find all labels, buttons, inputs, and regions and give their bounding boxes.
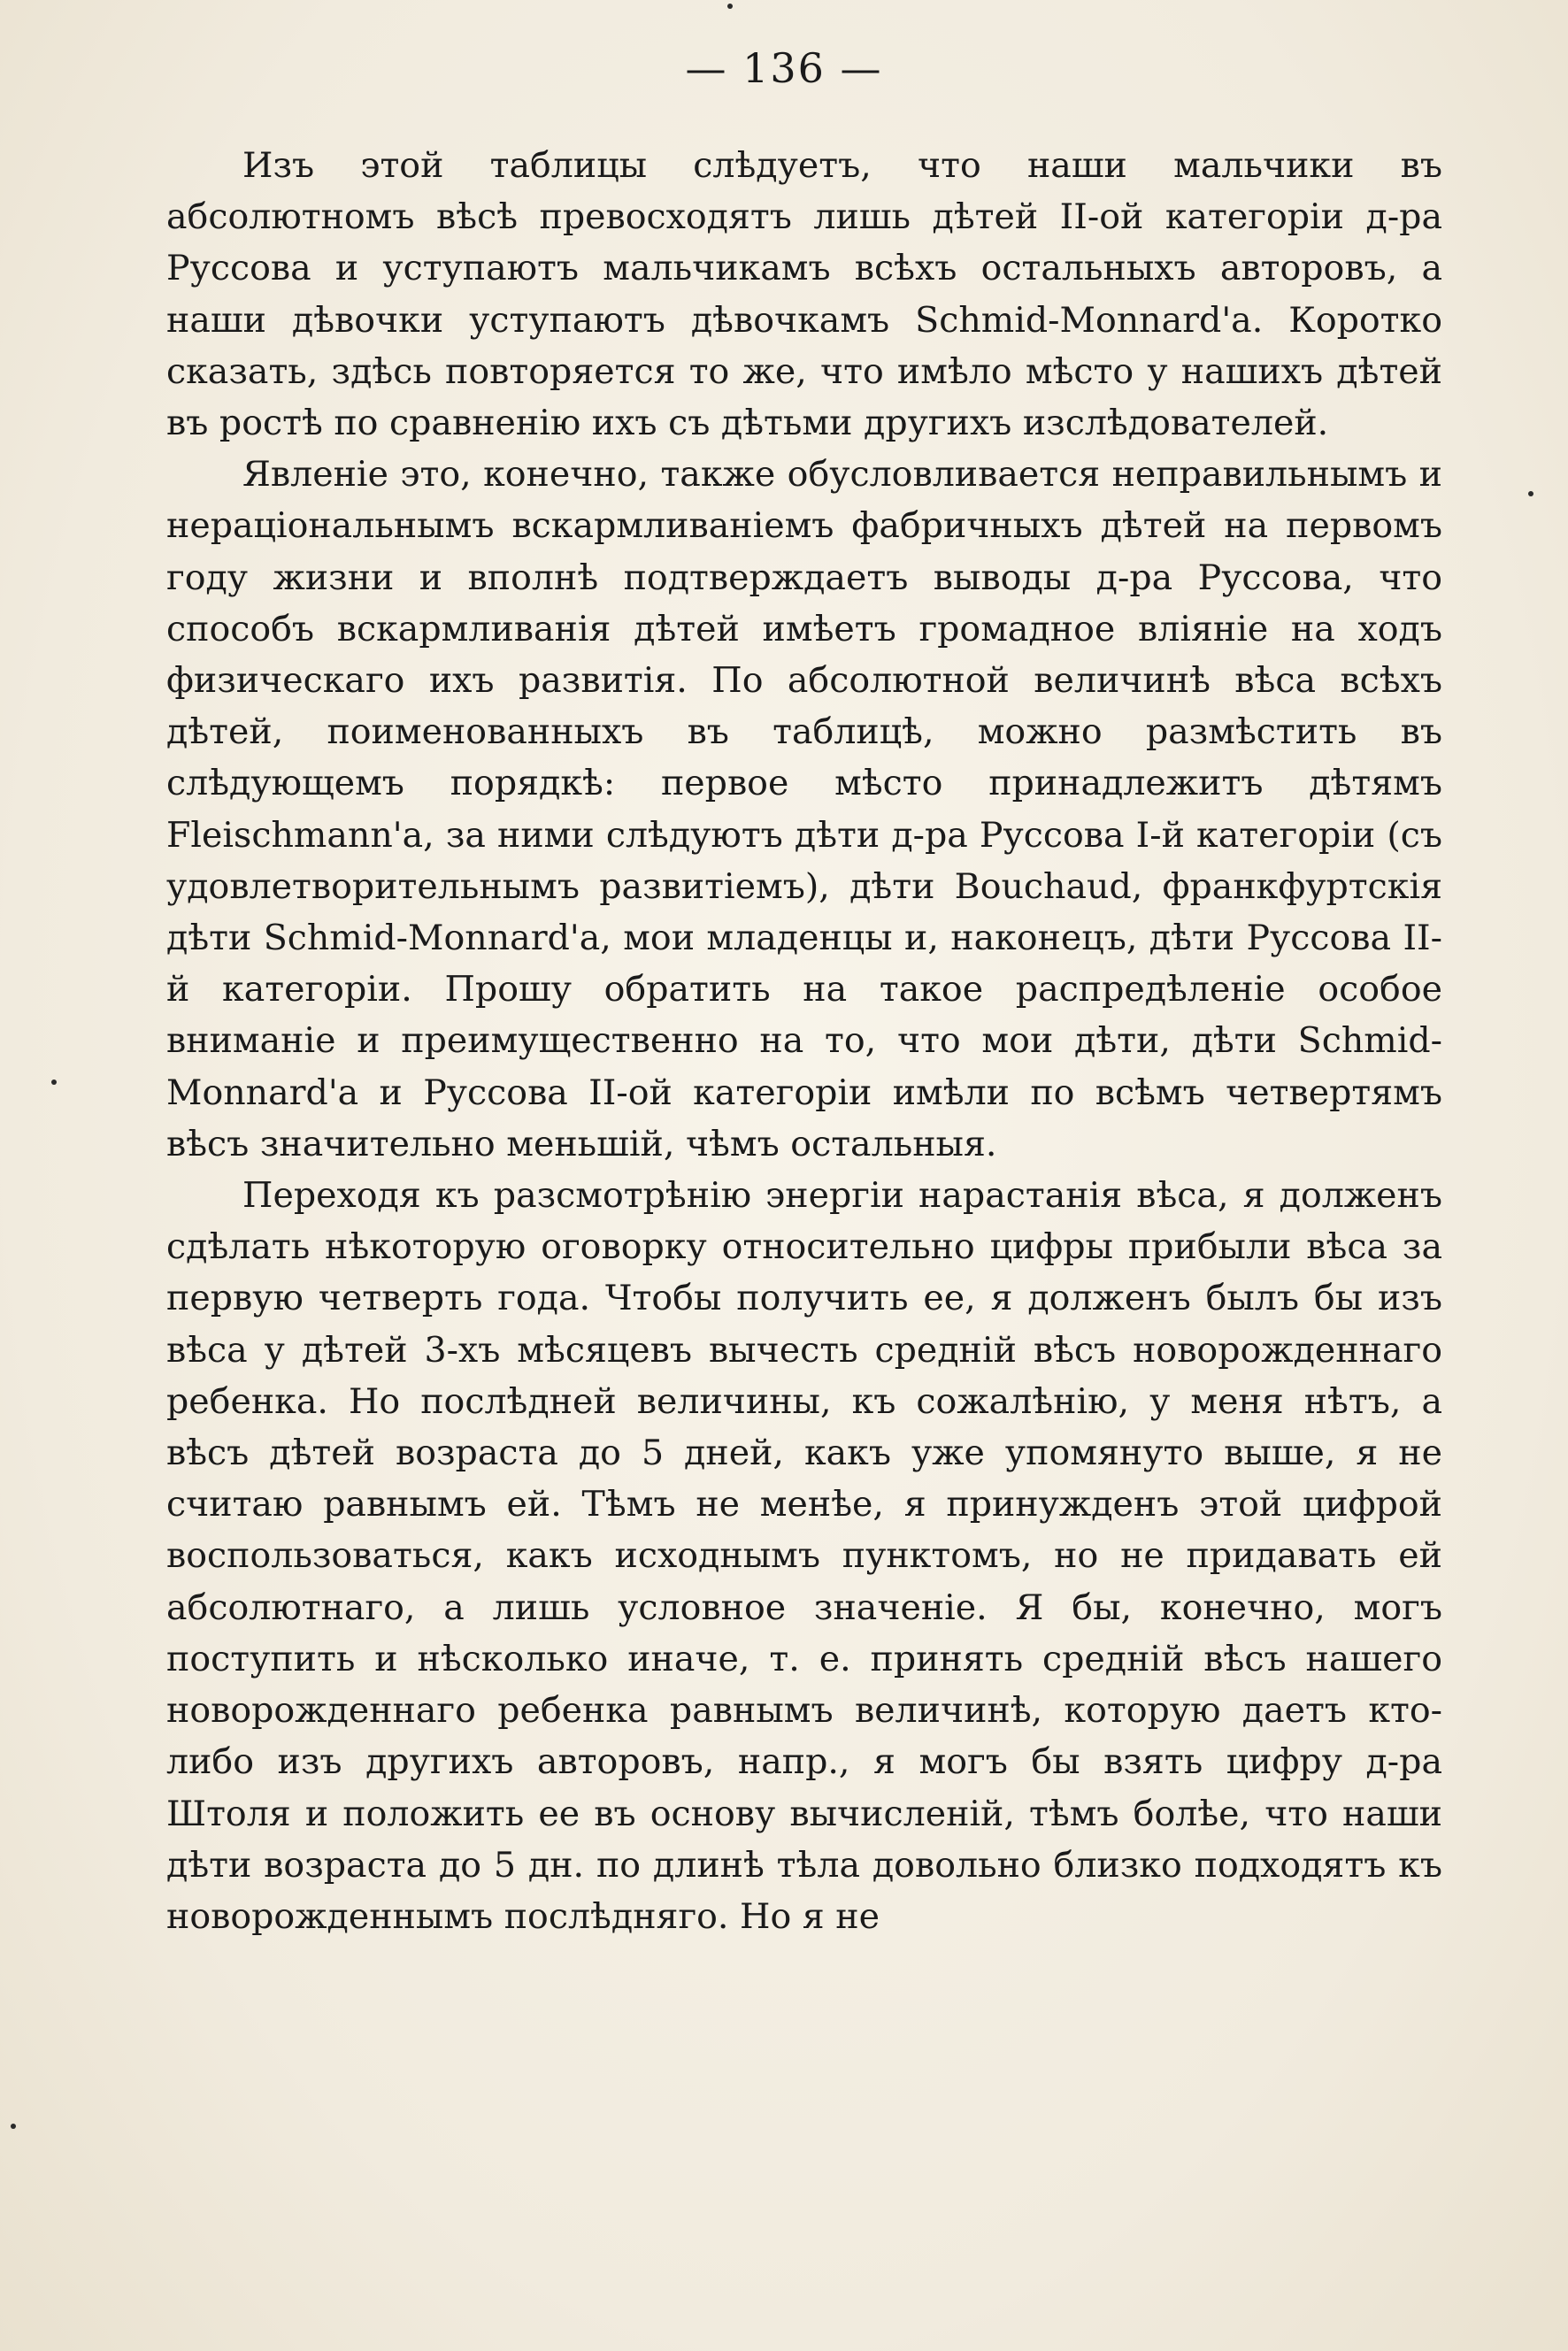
ink-speck — [11, 2124, 16, 2129]
page-number: — 136 — — [685, 44, 883, 92]
paragraph-1: Изъ этой таблицы слѣдуетъ, что наши мальчики въ абсолютномъ вѣсѣ превосходятъ лишь дѣтей II-ой категоріи д-ра Руссова и уступаютъ мальчикамъ всѣхъ остальныхъ авторовъ, а наши дѣвочки уступаютъ дѣвочкамъ Schmid-Monnard'a. Коротко сказать, здѣсь повторяется то же, что имѣло мѣсто у нашихъ дѣтей въ ростѣ по сравненію ихъ съ дѣтьми другихъ изслѣдователей. — [166, 145, 1442, 444]
ink-speck — [727, 4, 733, 9]
ink-speck — [51, 1079, 57, 1085]
body-text — [166, 140, 1442, 1942]
paragraph-2: Явленіе это, конечно, также обусловливается неправильнымъ и нераціональнымъ вскармливаніемъ фабричныхъ дѣтей на первомъ году жизни и вполнѣ подтверждаетъ выводы д-ра Руссова, что способъ вскармливанія дѣтей имѣетъ громадное вліяніе на ходъ физическаго ихъ развитія. По абсолютной величинѣ вѣса всѣхъ дѣтей, поименованныхъ въ таблицѣ, можно размѣстить въ слѣдующемъ порядкѣ: первое мѣсто принадлежитъ дѣтямъ Fleischmann'a, за ними слѣдуютъ дѣти д-ра Руссова I-й категоріи (съ удовлетворительнымъ развитіемъ), дѣти Bouchaud, франкфуртскія дѣти Schmid-Monnard'a, мои младенцы и, наконецъ, дѣти Руссова II-й категоріи. Прошу обратить на такое распредѣленіе особое вниманіе и преимущественно на то, что мои дѣти, дѣти Schmid-Monnard'a и Руссова II-ой категоріи имѣли по всѣмъ четвертямъ вѣсъ значительно меньшій, чѣмъ остальныя. — [166, 454, 1442, 1164]
ink-speck — [1528, 491, 1533, 496]
paragraph-3: Переходя къ разсмотрѣнію энергіи нарастанія вѣса, я долженъ сдѣлать нѣкоторую оговорку относительно цифры прибыли вѣса за первую четверть года. Чтобы получить ее, я долженъ былъ бы изъ вѣса у дѣтей 3-хъ мѣсяцевъ вычесть среднiй вѣсъ новорожденнаго ребенка. Но послѣдней величины, къ сожалѣнію, у меня нѣтъ, а вѣсъ дѣтей возраста до 5 дней, какъ уже упомянуто выше, я не считаю равнымъ ей. Тѣмъ не менѣе, я принужденъ этой цифрой воспользоваться, какъ исходнымъ пунктомъ, но не придавать ей абсолютнаго, а лишь условное значеніе. Я бы, конечно, могъ поступить и нѣсколько иначе, т. е. принять среднiй вѣсъ нашего новорожденнаго ребенка равнымъ величинѣ, которую даетъ кто-либо изъ другихъ авторовъ, напр., я могъ бы взять цифру д-ра Штоля и положить ее въ основу вычисленій, тѣмъ болѣе, что наши дѣти возраста до 5 дн. по длинѣ тѣла довольно близко подходятъ къ новорожденнымъ послѣдняго. Но я не — [166, 1175, 1442, 1937]
